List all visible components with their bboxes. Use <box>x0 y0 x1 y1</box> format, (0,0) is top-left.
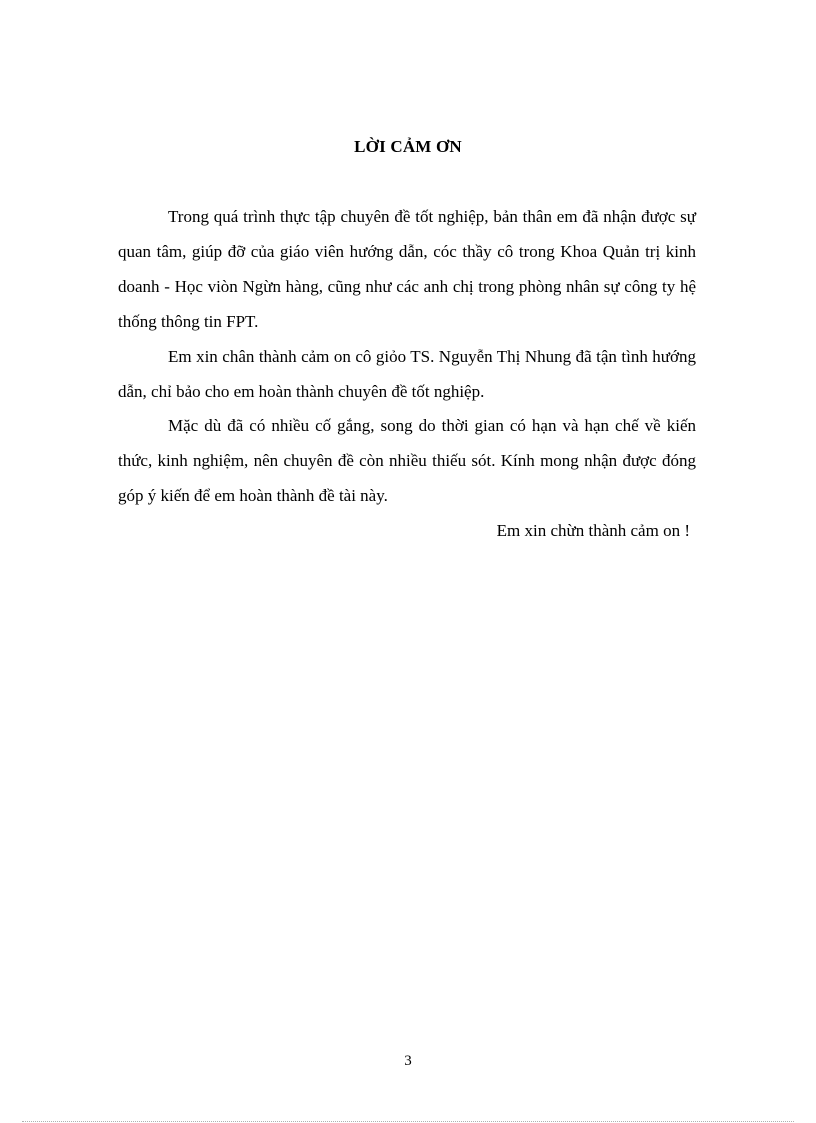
paragraph-1: Trong quá trình thực tập chuyên đề tốt nghiệp, bản thân em đã nhận được sự quan tâm, giúp đỡ của giáo viên hướng dẫn, cóc thầy cô trong Khoa Quản trị kinh doanh - Học viòn Ngừn hàng, cũng như các anh chị trong phòng nhân sự công ty hệ thống thông tin FPT. <box>118 207 696 331</box>
closing-line: Em xin chừn thành cảm on ! <box>496 521 690 541</box>
page-number: 3 <box>404 1053 412 1069</box>
footer-divider <box>22 1121 794 1122</box>
page-title: LỜI CẢM ƠN <box>354 137 462 156</box>
paragraph-3: Mặc dù đã có nhiều cố gắng, song do thời gian có hạn và hạn chế về kiến thức, kinh nghiệm, nên chuyên đề còn nhiều thiếu sót. Kính mong nhận được đóng góp ý kiến để em hoàn thành đề tài này. <box>118 416 696 506</box>
paragraph-2: Em xin chân thành cảm on cô giỏo TS. Nguyễn Thị Nhung đã tận tình hướng dẫn, chỉ bảo cho em hoàn thành chuyên đề tốt nghiệp. <box>118 346 696 401</box>
document-body <box>118 200 696 549</box>
